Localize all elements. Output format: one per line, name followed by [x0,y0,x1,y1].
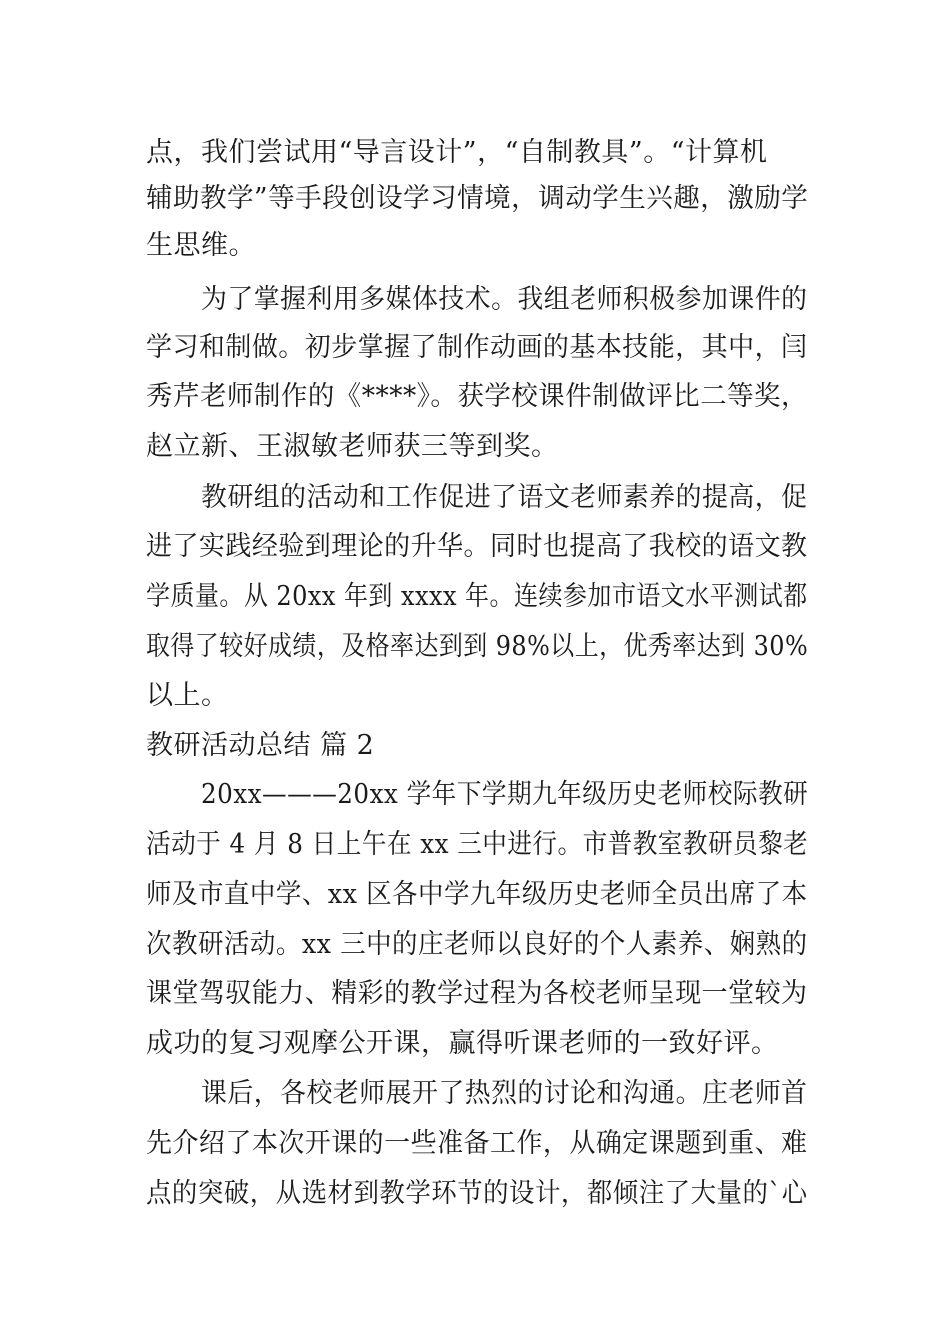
paragraph-line: 学质量。从 20xx 年到 xxxx 年。连续参加市语文水平测试都 [146,581,808,612]
paragraph-line: 次教研活动。xx 三中的庄老师以良好的个人素养、娴熟的 [146,929,808,960]
paragraph-line: 学习和制做。初步掌握了制作动画的基本技能，其中，闫 [146,332,808,363]
paragraph-line: 成功的复习观摩公开课，赢得听课老师的一致好评。 [146,1028,779,1059]
paragraph-line: 秀芹老师制作的《****》。获学校课件制做评比二等奖， [146,381,808,412]
section-heading: 教研活动总结 篇 2 [146,730,375,761]
paragraph-line: 辅助教学”等手段创设学习情境，调动学生兴趣，激励学 [146,183,809,214]
paragraph-line: 进了实践经验到理论的升华。同时也提高了我校的语文教 [146,531,808,562]
paragraph-line: 取得了较好成绩，及格率达到到 98%以上，优秀率达到 30% [146,631,809,662]
paragraph-line: 为了掌握利用多媒体技术。我组老师积极参加课件的 [201,284,808,315]
paragraph-line: 课堂驾驭能力、精彩的教学过程为各校老师呈现一堂较为 [146,978,808,1009]
paragraph-line: 生思维。 [146,230,256,261]
paragraph-line: 20xx———20xx 学年下学期九年级历史老师校际教研 [201,779,809,810]
paragraph-line: 点，我们尝试用“导言设计”，“自制教具”。“计算机 [146,137,768,168]
paragraph-line: 教研组的活动和工作促进了语文老师素养的提高，促 [201,482,808,513]
paragraph-line: 师及市直中学、xx 区各中学九年级历史老师全员出席了本 [146,879,808,910]
paragraph-line: 点的突破，从选材到教学环节的设计，都倾注了大量的`心 [146,1178,808,1209]
paragraph-line: 活动于 4 月 8 日上午在 xx 三中进行。市普教室教研员黎老 [146,829,809,860]
paragraph-line: 先介绍了本次开课的一些准备工作，从确定课题到重、难 [146,1128,808,1159]
paragraph-line: 赵立新、王淑敏老师获三等到奖。 [146,431,559,462]
paragraph-line: 以上。 [146,680,229,711]
paragraph-line: 课后，各校老师展开了热烈的讨论和沟通。庄老师首 [201,1078,808,1109]
